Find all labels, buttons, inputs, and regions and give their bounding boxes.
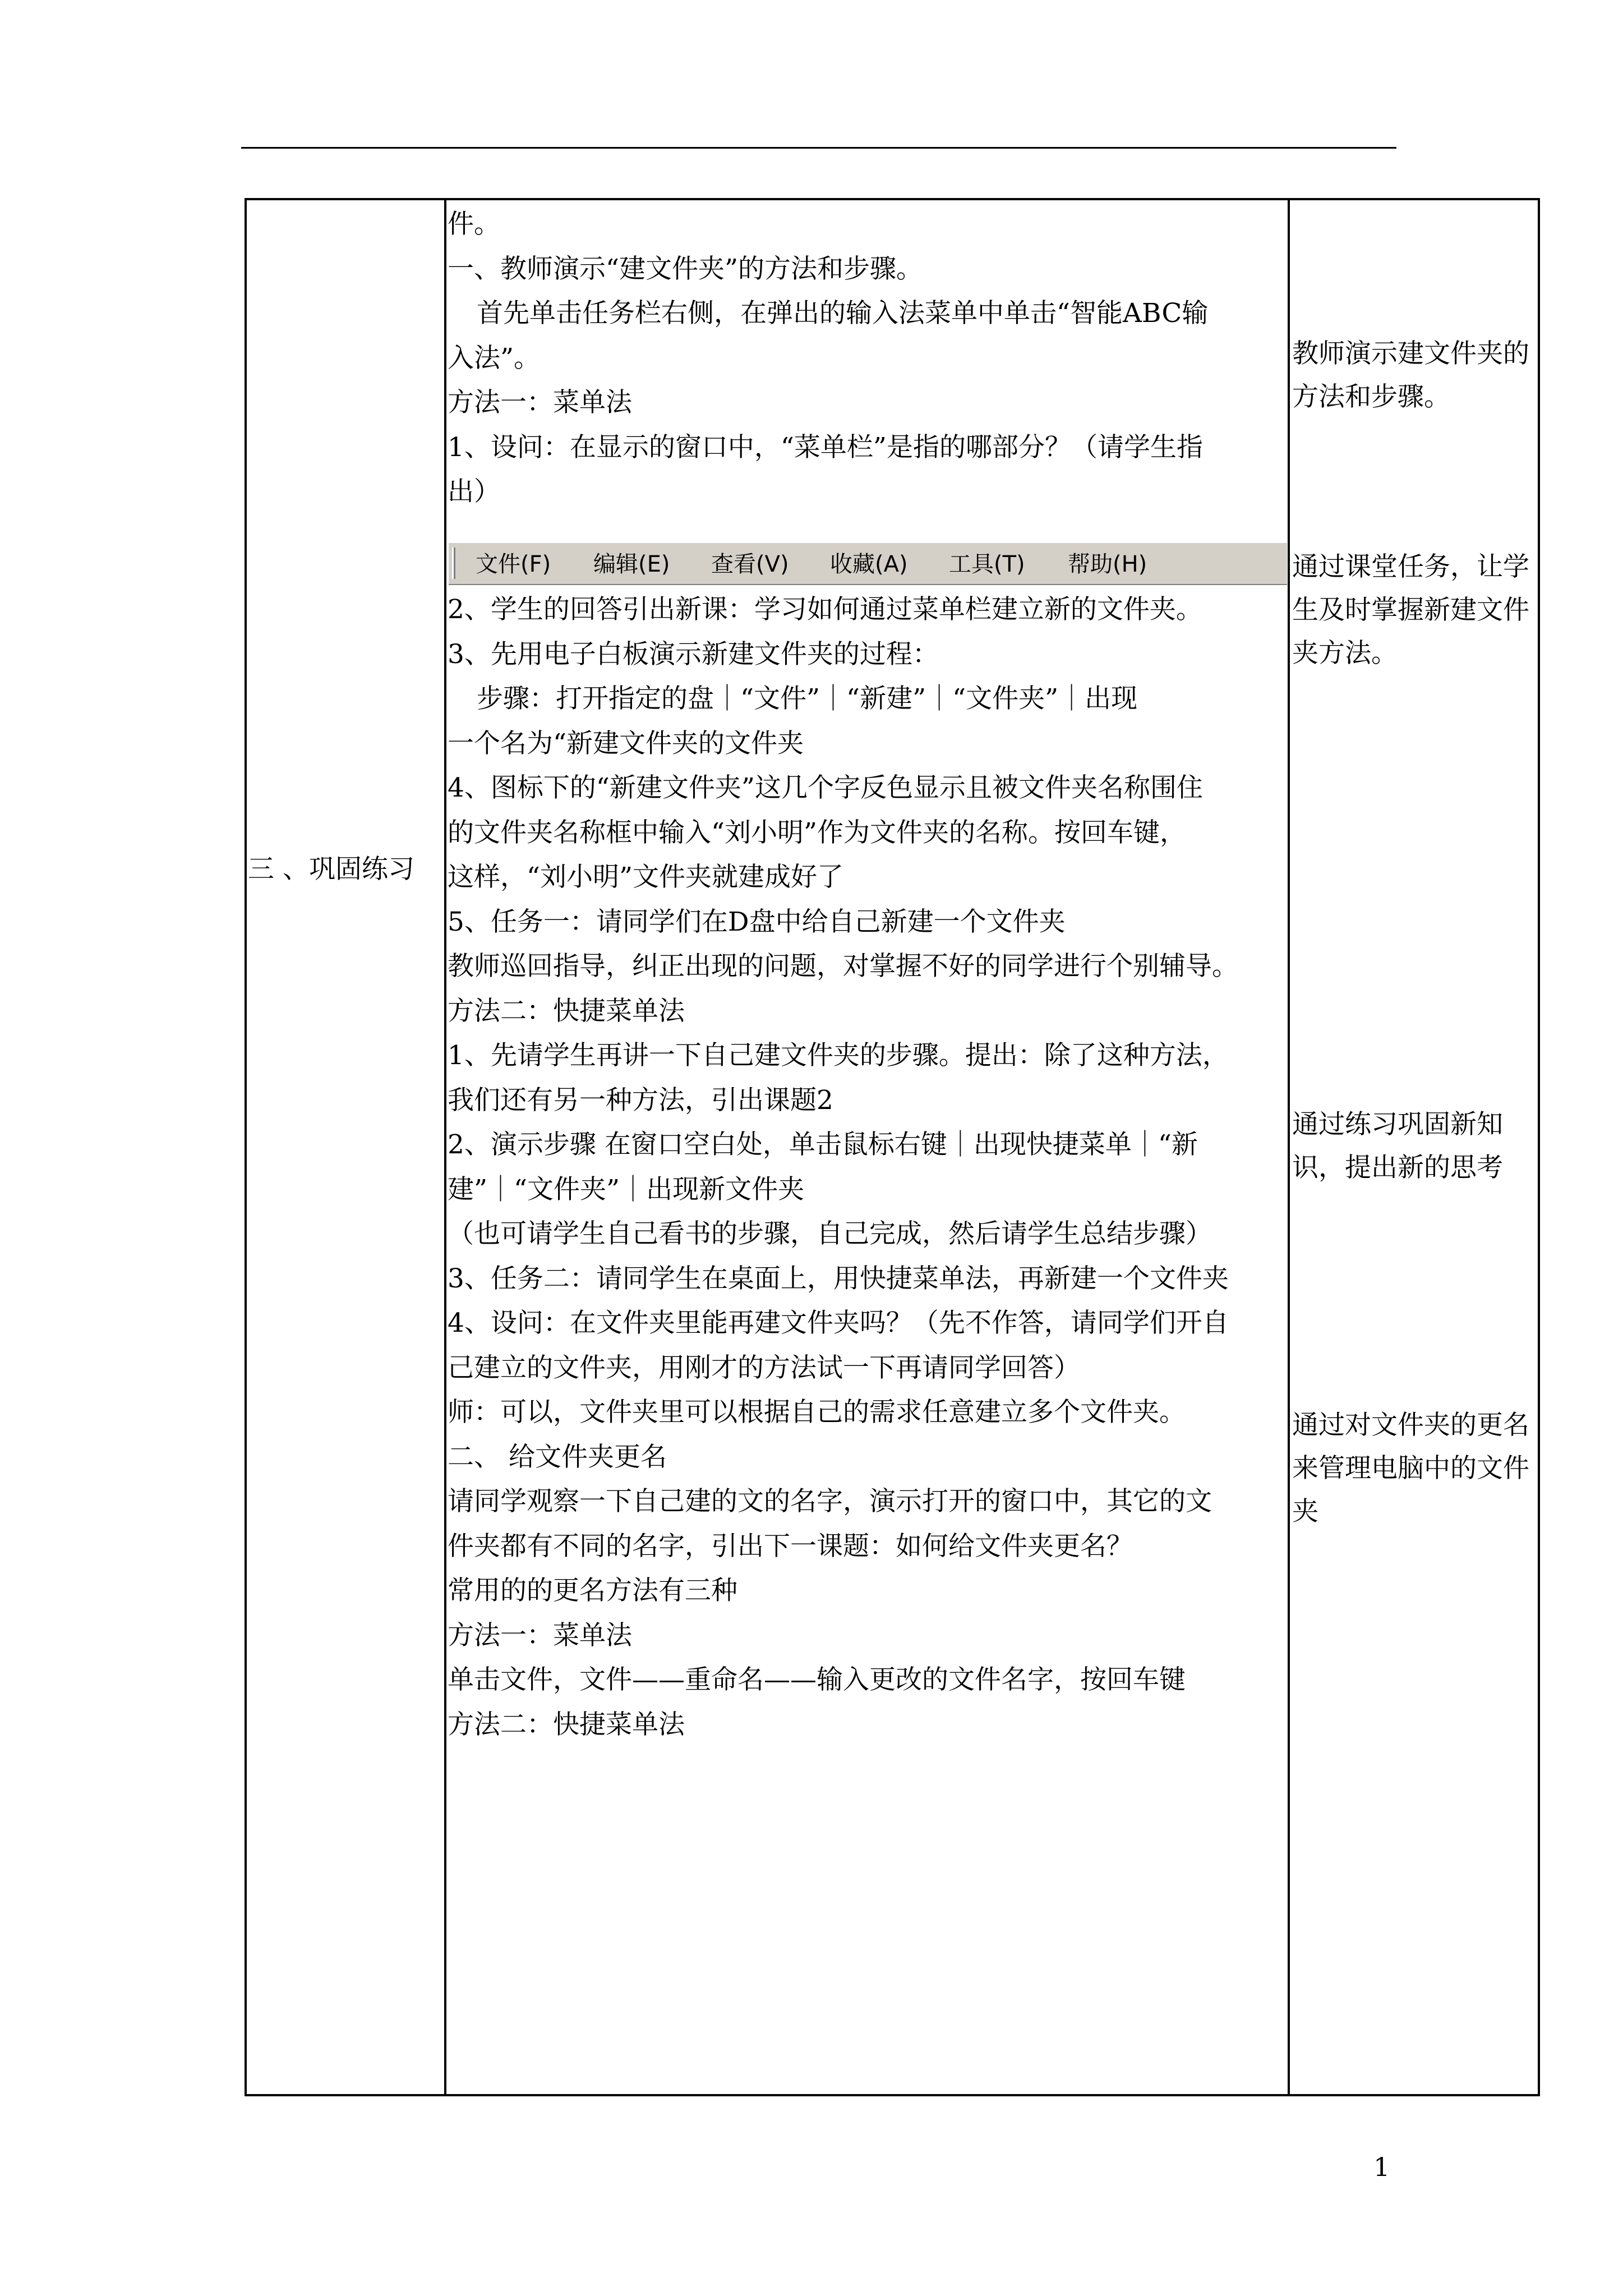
menu-item-tools: 工具(T) [949, 551, 1025, 577]
column-divider-1 [444, 198, 446, 2096]
text-line: 2、学生的回答引出新课：学习如何通过菜单栏建立新的文件夹。 [448, 594, 1202, 625]
text-line: 方法二：快捷菜单法 [448, 995, 685, 1027]
text-line: 首先单击任务栏右侧，在弹出的输入法菜单中单击“智能ABC输 [477, 298, 1209, 329]
row-label: 三 、巩固练习 [248, 854, 414, 885]
text-line: 师：可以，文件夹里可以根据自己的需求任意建立多个文件夹。 [448, 1397, 1186, 1428]
text-line: 4、设问：在文件夹里能再建文件夹吗？（先不作答，请同学们开自 [448, 1308, 1229, 1338]
text-line: 这样，“刘小明”文件夹就建成好了 [448, 862, 844, 892]
text-line: 单击文件，文件——重命名——输入更改的文件名字，按回车键 [448, 1664, 1186, 1695]
text-line: 己建立的文件夹，用刚才的方法试一下再请同学回答） [448, 1352, 1080, 1383]
text-line: 建”｜“文件夹”｜出现新文件夹 [448, 1174, 805, 1205]
text-line: 步骤：打开指定的盘｜“文件”｜“新建”｜“文件夹”｜出现 [477, 683, 1138, 714]
text-line: 出） [448, 476, 500, 507]
menu-grip-icon [452, 547, 455, 579]
menu-item-view: 查看(V) [711, 551, 789, 577]
menu-item-favorites: 收藏(A) [830, 551, 908, 577]
menu-bar-screenshot [449, 542, 1287, 585]
text-line: 4、图标下的“新建文件夹”这几个字反色显示且被文件夹名称围住 [448, 772, 1203, 803]
text-line: 3、任务二：请同学生在桌面上，用快捷菜单法，再新建一个文件夹 [448, 1263, 1229, 1294]
text-line: 一、教师演示“建文件夹”的方法和步骤。 [448, 253, 923, 284]
text-line: 方法二：快捷菜单法 [448, 1709, 685, 1740]
page-number: 1 [1373, 2152, 1390, 2182]
text-line: 2、演示步骤 在窗口空白处，单击鼠标右键｜出现快捷菜单｜“新 [448, 1129, 1198, 1160]
text-line: 常用的的更名方法有三种 [448, 1575, 737, 1606]
text-line: 入法”。 [448, 342, 541, 374]
main-content-top [448, 202, 1287, 514]
main-content-bottom [448, 587, 1287, 1747]
menu-item-edit: 编辑(E) [593, 551, 670, 577]
note-3: 通过练习巩固新知识，提出新的思考 [1292, 1109, 1503, 1183]
text-line: 方法一：菜单法 [448, 387, 632, 418]
text-line: 二、 给文件夹更名 [448, 1441, 667, 1473]
text-line: 方法一：菜单法 [448, 1619, 632, 1651]
column-divider-2 [1288, 198, 1290, 2096]
text-line: 的文件夹名称框中输入“刘小明”作为文件夹的名称。按回车键， [448, 817, 1187, 848]
text-line: （也可请学生自己看书的步骤，自己完成，然后请学生总结步骤） [448, 1218, 1212, 1249]
text-line: 请同学观察一下自己建的文的名字，演示打开的窗口中，其它的文 [448, 1486, 1212, 1517]
menu-item-help: 帮助(H) [1068, 551, 1147, 577]
text-line: 3、先用电子白板演示新建文件夹的过程： [448, 638, 939, 670]
header-rule [241, 147, 1396, 149]
text-line: 件。 [448, 209, 500, 240]
text-line: 一个名为“新建文件夹的文件夹 [448, 728, 804, 759]
note-2: 通过课堂任务，让学生及时掌握新建文件夹方法。 [1292, 551, 1529, 669]
text-line: 5、任务一：请同学们在D盘中给自己新建一个文件夹 [448, 906, 1066, 937]
text-line: 1、先请学生再讲一下自己建文件夹的步骤。提出：除了这种方法， [448, 1040, 1229, 1071]
note-1: 教师演示建文件夹的方法和步骤。 [1292, 338, 1529, 412]
text-line: 1、设问：在显示的窗口中，“菜单栏”是指的哪部分？（请学生指 [448, 431, 1203, 463]
note-4: 通过对文件夹的更名来管理电脑中的文件夹 [1292, 1410, 1529, 1527]
menu-item-file: 文件(F) [476, 551, 551, 577]
text-line: 教师巡回指导，纠正出现的问题，对掌握不好的同学进行个别辅导。 [448, 951, 1238, 982]
text-line: 件夹都有不同的名字，引出下一课题：如何给文件夹更名？ [448, 1530, 1133, 1562]
text-line: 我们还有另一种方法，引出课题2 [448, 1084, 833, 1116]
